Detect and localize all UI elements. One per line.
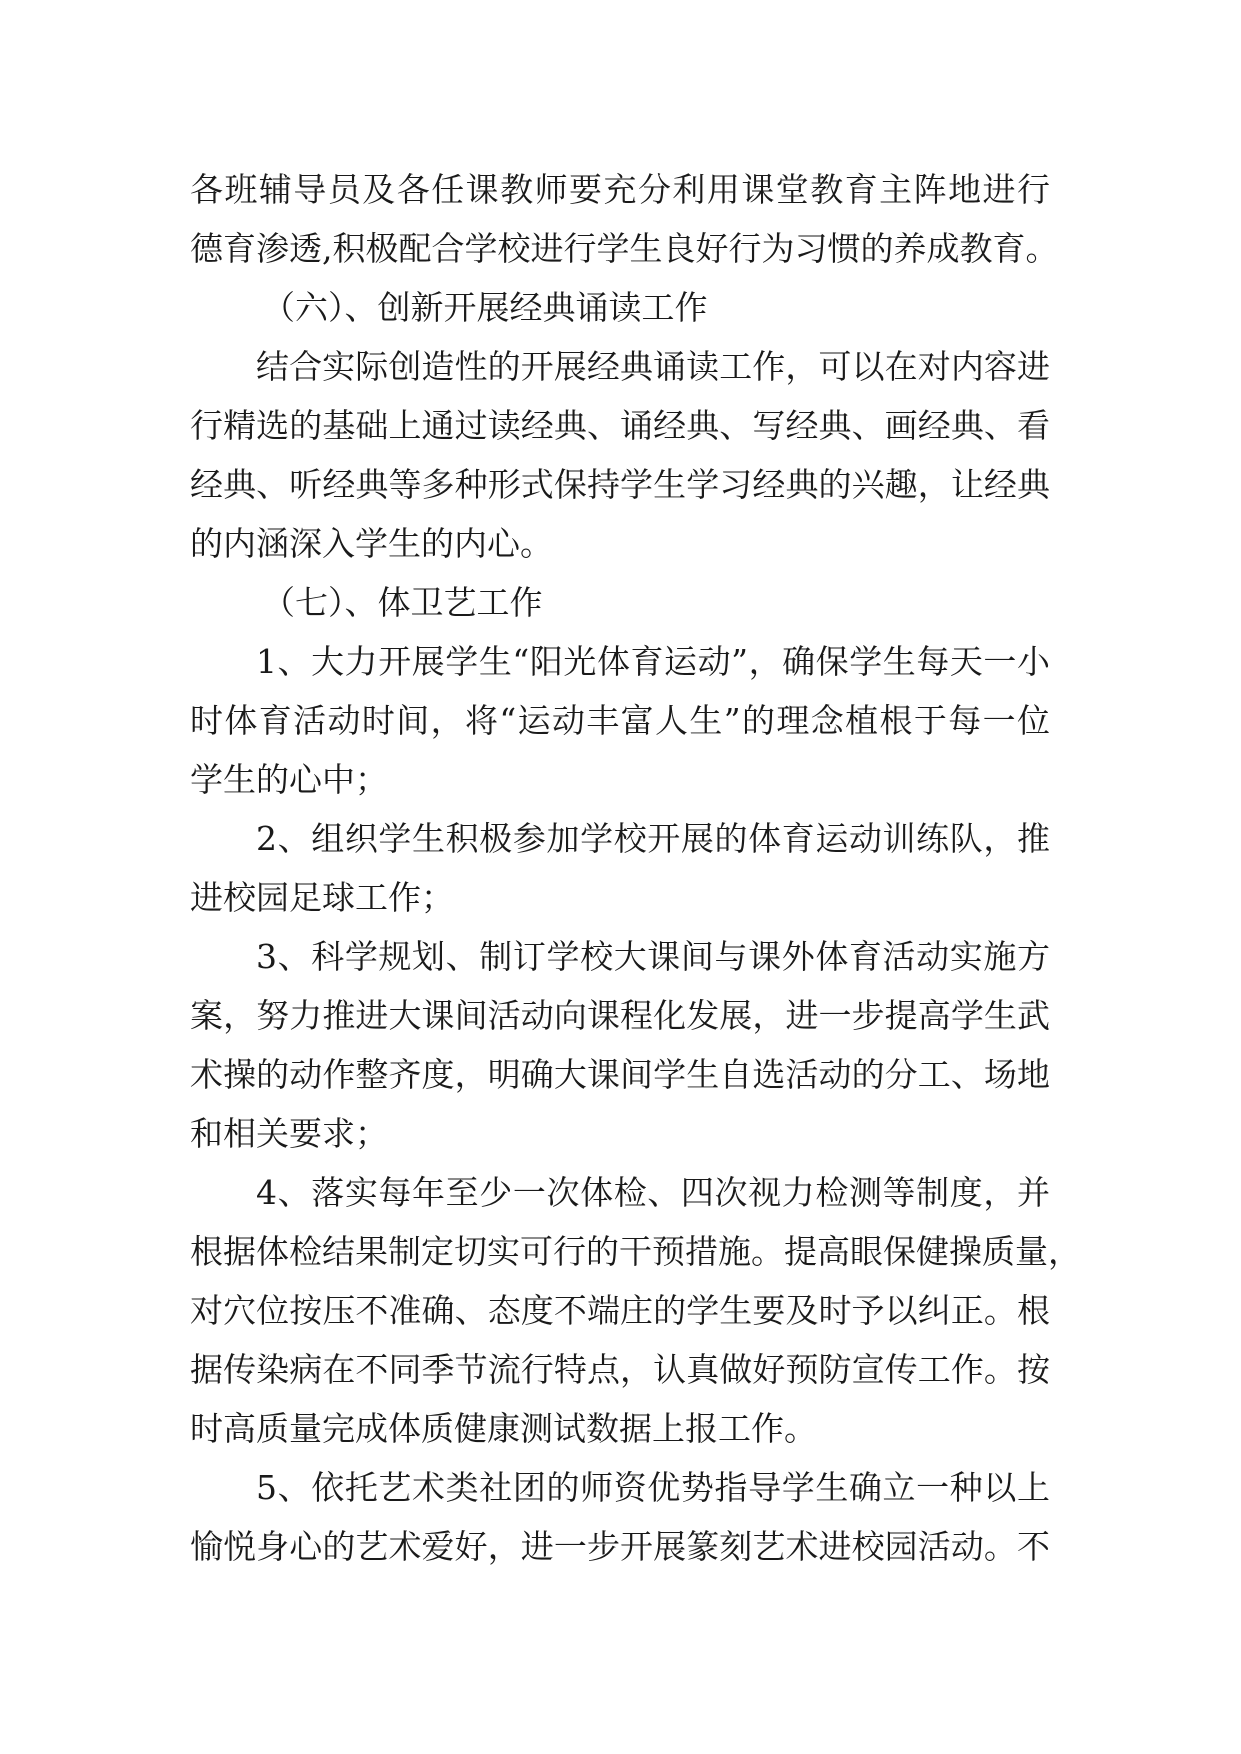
- text-line: 4、落实每年至少一次体检、四次视力检测等制度，并: [256, 1173, 1050, 1212]
- text-line: 行精选的基础上通过读经典、诵经典、写经典、画经典、看: [190, 406, 1050, 445]
- text-line: 愉悦身心的艺术爱好，进一步开展篆刻艺术进校园活动。不: [190, 1527, 1050, 1566]
- text-line: 2、组织学生积极参加学校开展的体育运动训练队，推: [256, 819, 1050, 858]
- text-line: 结合实际创造性的开展经典诵读工作，可以在对内容进: [256, 347, 1050, 386]
- text-line: 进校园足球工作；: [190, 878, 454, 917]
- text-line: 学生的心中；: [190, 760, 388, 799]
- document-body: [190, 160, 1081, 1576]
- text-line: 德育渗透,积极配合学校进行学生良好行为习惯的养成教育。: [190, 229, 1059, 268]
- text-line: 根据体检结果制定切实可行的干预措施。提高眼保健操质量，: [190, 1232, 1081, 1271]
- text-line: 的内涵深入学生的内心。: [190, 524, 553, 563]
- section-heading: （六）、创新开展经典诵读工作: [262, 288, 708, 327]
- text-line: 和相关要求；: [190, 1114, 388, 1153]
- text-line: 时高质量完成体质健康测试数据上报工作。: [190, 1409, 817, 1448]
- text-line: 据传染病在不同季节流行特点，认真做好预防宣传工作。按: [190, 1350, 1050, 1389]
- text-line: 案，努力推进大课间活动向课程化发展，进一步提高学生武: [190, 996, 1050, 1035]
- text-line: 经典、听经典等多种形式保持学生学习经典的兴趣，让经典: [190, 465, 1050, 504]
- section-heading: （七）、体卫艺工作: [262, 583, 543, 622]
- text-line: 1、大力开展学生“阳光体育运动”，确保学生每天一小: [256, 642, 1050, 681]
- text-line: 各班辅导员及各任课教师要充分利用课堂教育主阵地进行: [190, 170, 1050, 209]
- text-line: 术操的动作整齐度，明确大课间学生自选活动的分工、场地: [190, 1055, 1050, 1094]
- text-line: 时体育活动时间，将“运动丰富人生”的理念植根于每一位: [190, 701, 1050, 740]
- text-line: 3、科学规划、制订学校大课间与课外体育活动实施方: [256, 937, 1050, 976]
- text-line: 对穴位按压不准确、态度不端庄的学生要及时予以纠正。根: [190, 1291, 1050, 1330]
- text-line: 5、依托艺术类社团的师资优势指导学生确立一种以上: [256, 1468, 1050, 1507]
